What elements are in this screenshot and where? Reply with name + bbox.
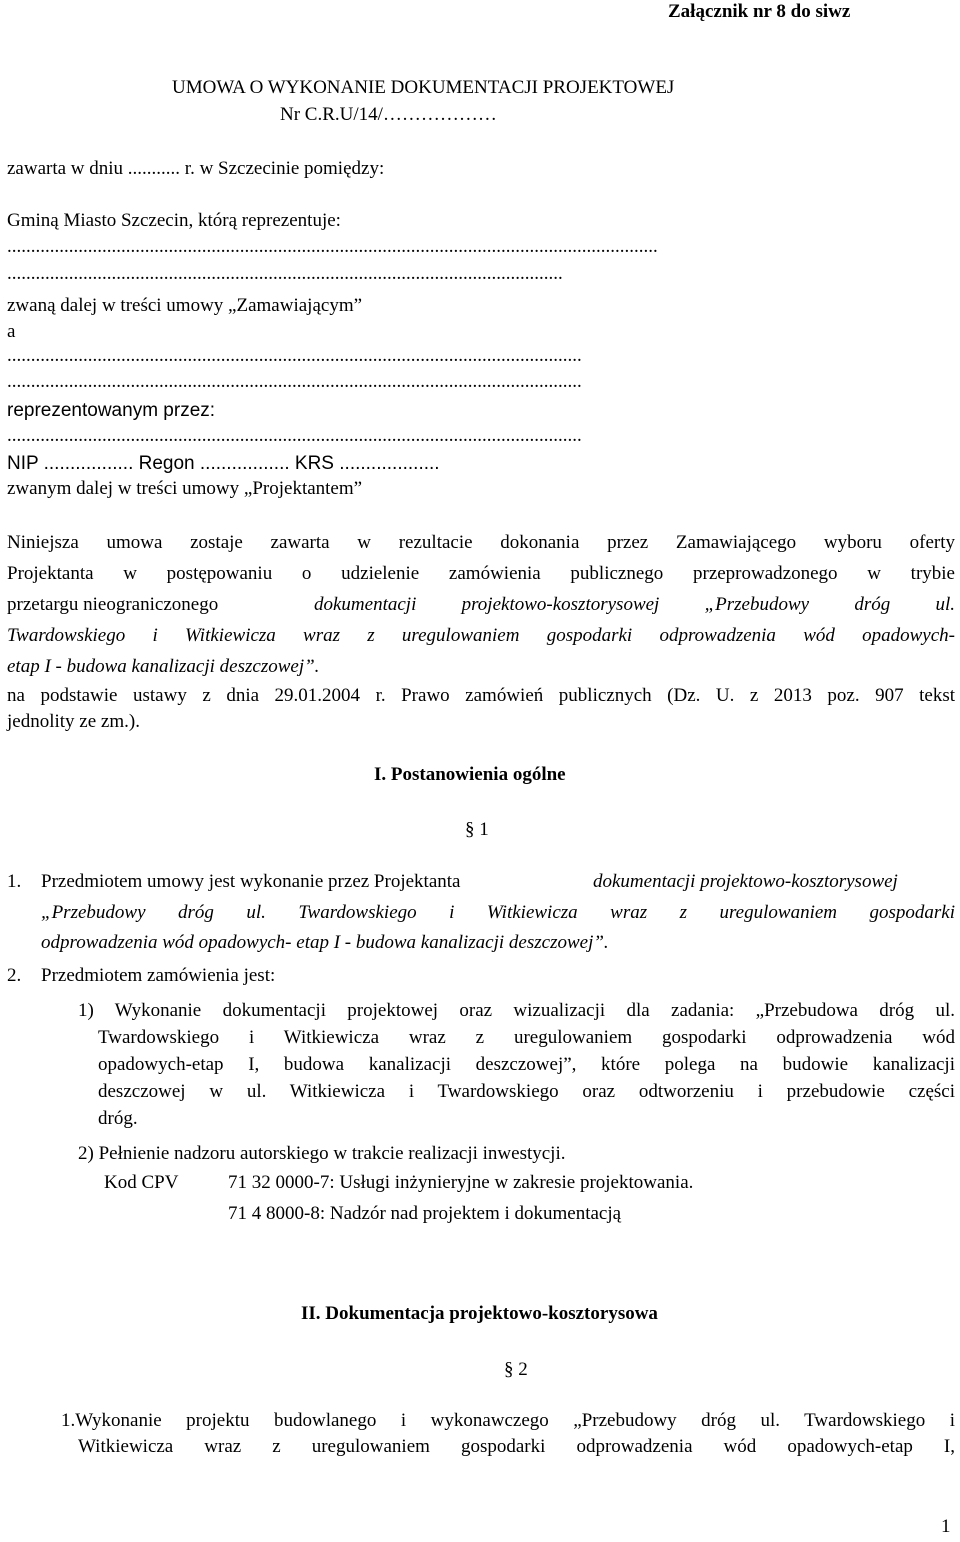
projektant-line: zwanym dalej w treści umowy „Projektantem” [7,478,363,499]
subitem-text: deszczowej w ul. Witkiewicza i Twardowskiego oraz odtworzeniu i przebudowie części [98,1081,955,1102]
subitem-text: opadowych-etap I, budowa kanalizacji deszczowej”, które polega na budowie kanalizacji [98,1054,955,1075]
item-text: Witkiewicza wraz z uregulowaniem gospodarki odprowadzenia wód opadowych-etap I, [78,1436,955,1457]
intro-line-italic: dokumentacji projektowo-kosztorysowej „Przebudowy dróg ul. [314,594,955,615]
intro-line-italic: etap I - budowa kanalizacji deszczowej”. [7,656,320,677]
item-text: Przedmiotem zamówienia jest: [41,965,276,986]
intro-line: Niniejsza umowa zostaje zawarta w rezultacie dokonania przez Zamawiającego wyboru oferty [7,532,955,553]
paragraph-sign: § 2 [504,1359,528,1380]
document-title: UMOWA O WYKONANIE DOKUMENTACJI PROJEKTOWEJ [172,77,675,98]
cpv-code: 71 32 0000-7: Usługi inżynieryjne w zakresie projektowania. [228,1172,694,1193]
dots-line: ..................................................................................................................... [7,263,563,284]
legal-basis-line: jednolity ze zm.). [7,711,140,732]
zamawiajacy-line: zwaną dalej w treści umowy „Zamawiającym” [7,295,363,316]
cpv-label: Kod CPV [104,1172,179,1193]
contract-number: Nr C.R.U/14/……………… [280,104,497,125]
date-line: zawarta w dniu ........... r. w Szczecinie pomiędzy: [7,158,385,179]
cpv-code: 71 4 8000-8: Nadzór nad projektem i dokumentacją [228,1203,622,1224]
item-text-italic: „Przebudowy dróg ul. Twardowskiego i Witkiewicza wraz z uregulowaniem gospodarki [41,902,955,923]
section-heading: I. Postanowienia ogólne [374,764,566,785]
intro-line: przetargu nieograniczonego [7,594,219,615]
item-number: 2. [7,965,22,986]
page-number: 1 [941,1516,951,1537]
annex-label: Załącznik nr 8 do siwz [668,1,851,22]
dots-line: ......................................................................................................................... [7,371,582,392]
section-heading: II. Dokumentacja projektowo-kosztorysowa [301,1303,658,1324]
gmina-line: Gminą Miasto Szczecin, którą reprezentuje: [7,210,341,231]
intro-line-italic: Twardowskiego i Witkiewicza wraz z uregulowaniem gospodarki odprowadzenia wód opadowych- [7,625,955,646]
dots-line: ......................................................................................................................... [7,345,582,366]
item-text-italic: odprowadzenia wód opadowych- etap I - budowa kanalizacji deszczowej”. [41,932,609,953]
dots-line: ......................................................................................................................................... [7,236,658,257]
and-word: a [7,321,16,342]
item-text: 1.Wykonanie projektu budowlanego i wykonawczego „Przebudowy dróg ul. Twardowskiego i [61,1410,955,1431]
subitem-text: 1) Wykonanie dokumentacji projektowej oraz wizualizacji dla zadania: „Przebudowa dróg ul. [78,1000,955,1021]
item-text: Przedmiotem umowy jest wykonanie przez Projektanta [41,871,461,892]
subitem-text: Twardowskiego i Witkiewicza wraz z uregulowaniem gospodarki odprowadzenia wód [98,1027,955,1048]
paragraph-sign: § 1 [465,819,489,840]
legal-basis-line: na podstawie ustawy z dnia 29.01.2004 r. Prawo zamówień publicznych (Dz. U. z 2013 poz. 907 tekst [7,685,955,706]
ids-line: NIP ................. Regon ................. KRS ................... [7,453,440,474]
represented-line: reprezentowanym przez: [7,400,216,421]
subitem-text: 2) Pełnienie nadzoru autorskiego w trakcie realizacji inwestycji. [78,1143,566,1164]
item-number: 1. [7,871,22,892]
dots-line: ......................................................................................................................... [7,425,582,446]
intro-line: Projektanta w postępowaniu o udzielenie zamówienia publicznego przeprowadzonego w trybie [7,563,955,584]
item-text-italic: dokumentacji projektowo-kosztorysowej [593,871,898,892]
subitem-text: dróg. [98,1108,138,1129]
